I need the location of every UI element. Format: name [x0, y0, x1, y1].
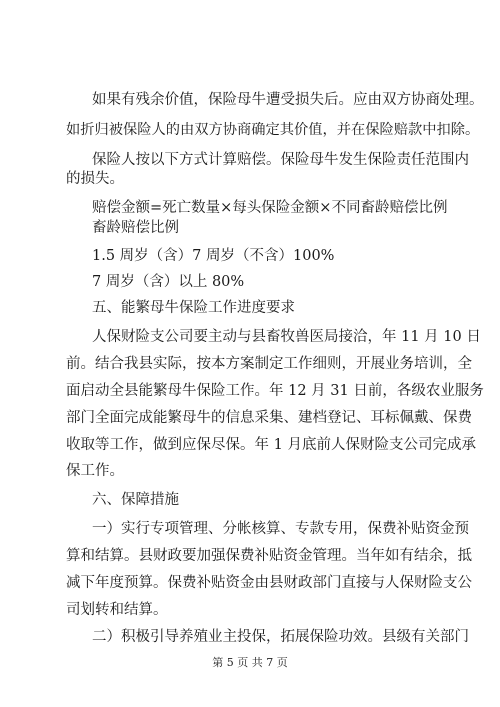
text-line: 畜龄赔偿比例 [92, 220, 179, 236]
text-line: 前。结合我县实际，按本方案制定工作细则，开展业务培训，全 [66, 356, 472, 372]
text-line: 7 周岁（含）以上 80% [92, 274, 245, 290]
text-line: 的损失。 [66, 171, 124, 187]
text-line: 减下年度预算。保费补贴资金由县财政部门直接与人保财险支公 [66, 575, 472, 591]
text-line: 面启动全县能繁母牛保险工作。年 12 月 31 日前，各级农业服务 [66, 383, 484, 399]
page-number-footer: 第 5 页 共 7 页 [212, 656, 288, 669]
section-heading: 五、能繁母牛保险工作进度要求 [92, 300, 295, 316]
text-line: 算和结算。县财政要加强保费补贴资金管理。当年如有结余，抵 [66, 548, 472, 564]
text-line: 保工作。 [66, 463, 124, 479]
text-line: 部门全面完成能繁母牛的信息采集、建档登记、耳标佩戴、保费 [66, 410, 472, 426]
text-line: 收取等工作，做到应保尽保。年 1 月底前人保财险支公司完成承 [66, 437, 476, 453]
section-heading: 六、保障措施 [92, 492, 179, 508]
text-line: 一）实行专项管理、分帐核算、专款专用，保费补贴资金预 [92, 521, 469, 537]
text-line: 司划转和结算。 [66, 602, 168, 618]
text-line: 如折归被保险人的由双方协商确定其价值，并在保险赔款中扣除。 [66, 122, 480, 138]
text-line: 赔偿金额=死亡数量×每头保险金额×不同畜龄赔偿比例 [92, 200, 448, 216]
text-line: 如果有残余价值，保险母牛遭受损失后。应由双方协商处理。 [92, 92, 484, 108]
text-line: 二）积极引导养殖业主投保，拓展保险功效。县级有关部门 [92, 629, 469, 645]
text-line: 人保财险支公司要主动与县畜牧兽医局接洽，年 11 月 10 日 [92, 329, 481, 345]
text-line: 1.5 周岁（含）7 周岁（不含）100% [92, 248, 335, 264]
text-line: 保险人按以下方式计算赔偿。保险母牛发生保险责任范围内 [92, 152, 469, 168]
